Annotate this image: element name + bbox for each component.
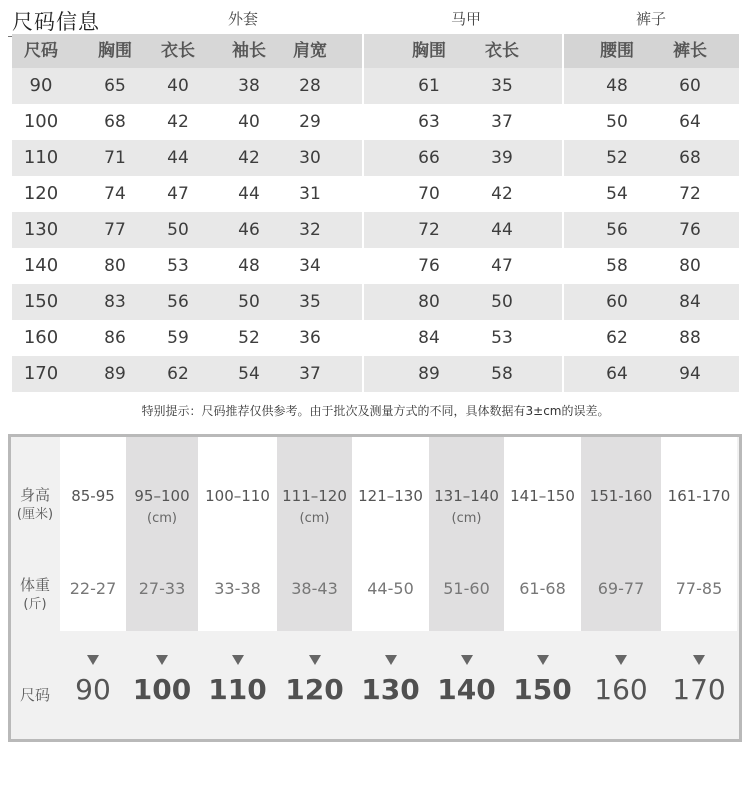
size-table-row — [12, 284, 739, 320]
size-table-header — [12, 34, 739, 68]
measurement-cell: 65 — [104, 76, 126, 96]
weight-range: 38-43 — [291, 579, 338, 598]
size-table-header-cell: 胸围 — [98, 41, 132, 61]
measurement-cell: 63 — [418, 112, 440, 132]
size-cell: 140 — [23, 255, 59, 276]
measurement-cell: 88 — [679, 328, 701, 348]
measurement-cell: 76 — [418, 256, 440, 276]
measurement-cell: 54 — [606, 184, 628, 204]
height-range: 100–110 — [205, 487, 270, 505]
measurement-cell: 80 — [104, 256, 126, 276]
size-cell: 160 — [23, 327, 59, 348]
size-cell: 110 — [23, 147, 59, 168]
size-table-row — [12, 176, 739, 212]
measurement-cell: 48 — [606, 76, 628, 96]
arrow-down-icon — [615, 655, 627, 665]
arrow-down-icon — [693, 655, 705, 665]
measurement-cell: 35 — [299, 292, 321, 312]
measurement-cell: 36 — [299, 328, 321, 348]
row-label-height — [11, 485, 59, 525]
measurement-cell: 66 — [418, 148, 440, 168]
height-range: 131–140 — [434, 487, 499, 505]
arrow-down-icon — [309, 655, 321, 665]
measurement-cell: 94 — [679, 364, 701, 384]
size-column — [581, 437, 661, 631]
size-column — [60, 437, 126, 631]
measurement-cell: 30 — [299, 148, 321, 168]
group-label-coat: 外套 — [227, 10, 259, 28]
measurement-cell: 68 — [104, 112, 126, 132]
measurement-cell: 37 — [299, 364, 321, 384]
measurement-cell: 89 — [104, 364, 126, 384]
height-range: 161-170 — [667, 487, 731, 505]
height-unit: (cm) — [451, 511, 482, 526]
recommended-size: 130 — [361, 673, 420, 706]
size-table-header-cell: 衣长 — [485, 41, 519, 61]
height-range: 111–120 — [282, 487, 347, 505]
measurement-cell: 68 — [679, 148, 701, 168]
measurement-cell: 60 — [679, 76, 701, 96]
weight-range: 27-33 — [138, 579, 186, 598]
measurement-cell: 35 — [491, 76, 513, 96]
measurement-cell: 42 — [167, 112, 189, 132]
recommended-size: 110 — [208, 673, 267, 706]
measurement-cell: 37 — [491, 112, 513, 132]
measurement-cell: 44 — [167, 148, 189, 168]
size-table-row — [12, 68, 739, 104]
measurement-cell: 62 — [167, 364, 189, 384]
size-table-row — [12, 356, 739, 392]
size-cell: 120 — [23, 183, 59, 204]
measurement-cell: 54 — [238, 364, 260, 384]
group-label-vest: 马甲 — [450, 10, 482, 28]
measurement-cell: 74 — [104, 184, 126, 204]
size-table-header-cell: 衣长 — [161, 41, 195, 61]
size-table-row — [12, 212, 739, 248]
measurement-cell: 42 — [238, 148, 260, 168]
measurement-cell: 60 — [606, 292, 628, 312]
recommended-size: 90 — [75, 673, 111, 706]
measurement-cell: 53 — [491, 328, 513, 348]
height-range: 141–150 — [510, 487, 575, 505]
recommended-size: 140 — [437, 673, 496, 706]
size-column — [126, 437, 198, 631]
measurement-cell: 53 — [167, 256, 189, 276]
size-table-header-cell: 腰围 — [600, 41, 634, 61]
measurement-cell: 77 — [104, 220, 126, 240]
height-label: 身高 — [19, 486, 50, 504]
measurement-cell: 46 — [238, 220, 260, 240]
size-cell: 90 — [29, 75, 53, 96]
size-column — [198, 437, 277, 631]
row-label-size: 尺码 — [19, 686, 50, 704]
weight-unit-label: (斤) — [23, 597, 47, 612]
group-separator — [562, 68, 564, 392]
measurement-cell: 50 — [238, 292, 260, 312]
height-range: 85-95 — [71, 487, 115, 505]
arrow-down-icon — [537, 655, 549, 665]
arrow-down-icon — [156, 655, 168, 665]
measurement-cell: 80 — [679, 256, 701, 276]
size-table-row — [12, 320, 739, 356]
measurement-cell: 48 — [238, 256, 260, 276]
measurement-cell: 59 — [167, 328, 189, 348]
size-table-row — [12, 140, 739, 176]
weight-range: 77-85 — [675, 579, 723, 598]
measurement-cell: 42 — [491, 184, 513, 204]
height-range: 121–130 — [358, 487, 423, 505]
size-column — [277, 437, 352, 631]
measurement-cell: 76 — [679, 220, 701, 240]
measurement-cell: 44 — [491, 220, 513, 240]
measurement-cell: 50 — [167, 220, 189, 240]
group-label-pants: 裤子 — [635, 10, 667, 28]
size-table-header-cell: 袖长 — [232, 41, 266, 61]
recommended-size: 120 — [285, 673, 344, 706]
size-table-row — [12, 248, 739, 284]
size-table-header-cell: 肩宽 — [293, 41, 327, 61]
measurement-cell: 40 — [167, 76, 189, 96]
height-unit: (cm) — [147, 511, 177, 526]
measurement-cell: 72 — [679, 184, 701, 204]
size-note: 特别提示：尺码推荐仅供参考。由于批次及测量方式的不同，具体数据有3±cm的误差。 — [141, 404, 610, 418]
measurement-cell: 72 — [418, 220, 440, 240]
measurement-cell: 29 — [299, 112, 321, 132]
arrow-down-icon — [87, 655, 99, 665]
measurement-cell: 47 — [491, 256, 513, 276]
measurement-cell: 32 — [299, 220, 321, 240]
header-band — [564, 34, 739, 68]
measurement-cell: 31 — [299, 184, 321, 204]
measurement-cell: 34 — [299, 256, 321, 276]
recommended-size: 160 — [594, 673, 648, 706]
measurement-cell: 56 — [606, 220, 628, 240]
size-recommendation-chart — [8, 434, 742, 742]
measurement-cell: 52 — [238, 328, 260, 348]
weight-range: 33-38 — [214, 579, 261, 598]
recommended-size: 170 — [672, 673, 726, 706]
size-cell: 130 — [23, 219, 59, 240]
height-range: 151-160 — [589, 487, 653, 505]
size-cell: 100 — [23, 111, 59, 132]
recommended-size: 150 — [513, 673, 572, 706]
size-table-row — [12, 104, 739, 140]
weight-range: 69-77 — [597, 579, 645, 598]
weight-range: 51-60 — [443, 579, 490, 598]
height-range: 95–100 — [134, 487, 190, 505]
page-title: 尺码信息 — [12, 10, 100, 34]
measurement-cell: 50 — [606, 112, 628, 132]
measurement-cell: 71 — [104, 148, 126, 168]
measurement-cell: 28 — [299, 76, 321, 96]
measurement-cell: 58 — [491, 364, 513, 384]
measurement-cell: 38 — [238, 76, 260, 96]
recommended-size: 100 — [132, 673, 192, 706]
size-column — [352, 437, 429, 631]
size-column — [504, 437, 581, 631]
height-unit: (cm) — [299, 511, 330, 526]
size-column — [429, 437, 504, 631]
measurement-cell: 44 — [238, 184, 260, 204]
measurement-cell: 62 — [606, 328, 628, 348]
header-band — [364, 34, 562, 68]
measurement-cell: 47 — [167, 184, 189, 204]
arrow-down-icon — [232, 655, 244, 665]
height-unit-label: (厘米) — [16, 507, 54, 522]
group-separator — [362, 68, 364, 392]
measurement-cell: 64 — [679, 112, 701, 132]
size-cell: 170 — [23, 363, 59, 384]
size-cell: 150 — [23, 291, 59, 312]
measurement-cell: 64 — [606, 364, 628, 384]
measurement-cell: 83 — [104, 292, 126, 312]
measurement-cell: 52 — [606, 148, 628, 168]
measurement-cell: 80 — [418, 292, 440, 312]
measurement-cell: 58 — [606, 256, 628, 276]
weight-range: 22-27 — [69, 579, 117, 598]
weight-range: 61-68 — [519, 579, 566, 598]
size-table-header-cell: 尺码 — [24, 41, 58, 61]
measurement-cell: 84 — [679, 292, 701, 312]
measurement-cell: 39 — [491, 148, 513, 168]
measurement-cell: 50 — [491, 292, 513, 312]
row-label-weight — [11, 575, 59, 615]
measurement-cell: 40 — [238, 112, 260, 132]
size-table-header-cell: 裤长 — [673, 41, 707, 61]
measurement-cell: 70 — [418, 184, 440, 204]
size-column — [661, 437, 737, 631]
measurement-cell: 84 — [418, 328, 440, 348]
arrow-down-icon — [461, 655, 473, 665]
arrow-down-icon — [385, 655, 397, 665]
size-table-header-cell: 胸围 — [412, 41, 446, 61]
measurement-cell: 86 — [104, 328, 126, 348]
weight-label: 体重 — [19, 576, 50, 594]
measurement-cell: 56 — [167, 292, 189, 312]
measurement-cell: 89 — [418, 364, 440, 384]
measurement-cell: 61 — [418, 76, 440, 96]
weight-range: 44-50 — [367, 579, 414, 598]
